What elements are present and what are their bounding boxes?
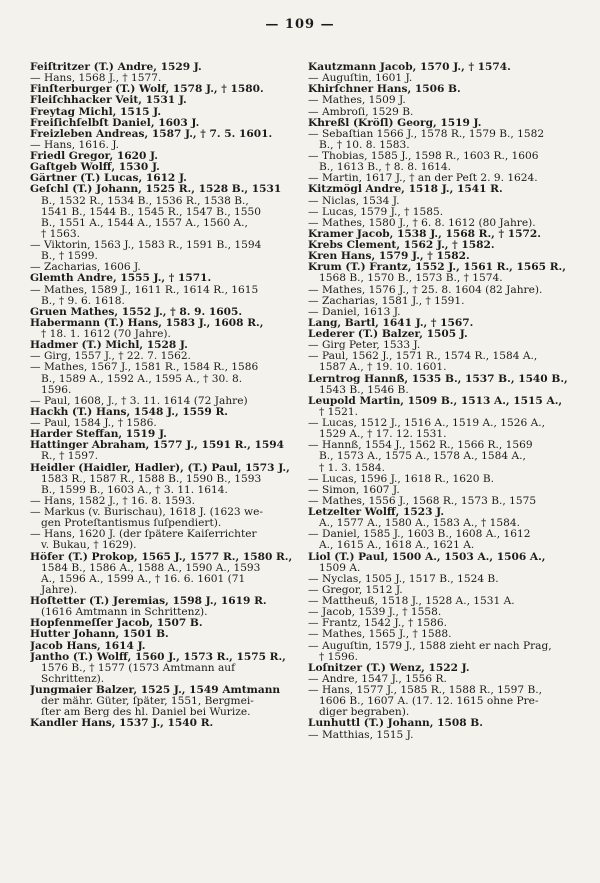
entry-subentry: — Zacharias, 1581 J., † 1591.	[308, 295, 465, 307]
entry-subentry: — Viktorin, 1563 J., 1583 R., 1591 B., 1594	[30, 240, 262, 251]
entry-subentry: — Mathes, 1580 J., † 6. 8. 1612 (80 Jahre).	[308, 217, 536, 229]
entry-subentry: — Mathes, 1589 J., 1611 R., 1614 R., 1615	[30, 284, 259, 296]
entry-subentry: — Ambroſi, 1529 B.	[308, 106, 414, 118]
entry-continuation: † 18. 1. 1612 (70 Jahre).	[41, 329, 171, 340]
entry-continuation: 1529 A., † 17. 12. 1531.	[319, 429, 447, 441]
entry-subentry: — Hans, 1616. J.	[30, 139, 119, 151]
entry-subentry: — Markus (v. Burischau), 1618 J. (1623 we-	[30, 507, 263, 518]
entry-continuation: B., † 1599.	[41, 251, 98, 263]
entry-continuation: 1541 B., 1544 B., 1545 R., 1547 B., 1550	[41, 206, 262, 218]
entry-continuation: B., 1599 B., 1603 A., † 3. 11. 1614.	[41, 484, 228, 496]
entry-heading: Finſterburger (T.) Wolf, 1578 J., † 1580.	[30, 84, 264, 96]
entry-heading: Gärtner (T.) Lucas, 1612 J.	[30, 173, 187, 185]
entry-heading: Liol (T.) Paul, 1500 A., 1503 A., 1506 A.,	[308, 551, 546, 563]
entry-continuation: Schrittenz).	[41, 673, 105, 685]
entry-continuation: gen Proteſtantismus ſuſpendiert).	[41, 518, 222, 530]
entry-subentry: — Mathes, 1576 J., † 25. 8. 1604 (82 Jahre).	[308, 284, 543, 296]
entry-heading: Leupold Martin, 1509 B., 1513 A., 1515 A.,	[308, 395, 563, 407]
entry-subentry: — Frantz, 1542 J., † 1586.	[308, 618, 447, 630]
entry-continuation: B., 1573 A., 1575 A., 1578 A., 1584 A.,	[319, 451, 526, 463]
entry-subentry: — Mathes, 1567 J., 1581 R., 1584 R., 1586	[30, 362, 259, 374]
entry-continuation: (1616 Amtmann in Schrittenz).	[41, 607, 208, 619]
entry-subentry: — Hannß, 1554 J., 1562 R., 1566 R., 1569	[308, 440, 533, 452]
entry-subentry: — Zacharias, 1606 J.	[30, 262, 141, 274]
entry-continuation: R., † 1597.	[41, 451, 99, 463]
entry-heading: Friedl Gregor, 1620 J.	[30, 151, 158, 162]
entry-heading: Habermann (T.) Hans, 1583 J., 1608 R.,	[30, 317, 264, 329]
entry-continuation: A., 1596 A., 1599 A., † 16. 6. 1601 (71	[41, 573, 246, 585]
entry-continuation: † 1. 3. 1584.	[319, 462, 385, 474]
entry-heading: Kren Hans, 1579 J., † 1582.	[308, 251, 470, 263]
entry-subentry: — Matthias, 1515 J.	[308, 729, 414, 741]
entry-heading: Jungmaier Balzer, 1525 J., 1549 Amtmann	[30, 685, 281, 696]
entry-continuation: 1568 B., 1570 B., 1573 B., † 1574.	[319, 273, 503, 285]
entry-subentry: — Gregor, 1512 J.	[308, 584, 403, 596]
entry-continuation: B., 1532 R., 1534 B., 1536 R., 1538 B.,	[41, 195, 249, 207]
entry-subentry: — Paul, 1562 J., 1571 R., 1574 R., 1584 A.,	[308, 351, 538, 363]
entry-subentry: — Auguſtin, 1601 J.	[308, 73, 413, 85]
entry-heading: Heidler (Haidler, Hadler), (T.) Paul, 1573 J.,	[30, 462, 290, 474]
entry-subentry: — Mathes, 1556 J., 1568 R., 1573 B., 1575	[308, 495, 537, 507]
entry-continuation: B., † 10. 8. 1583.	[319, 139, 410, 151]
entry-continuation: B., 1613 B., † 8. 8. 1614.	[319, 162, 452, 174]
entry-heading: Khirſchner Hans, 1506 B.	[308, 84, 461, 96]
entry-subentry: — Paul, 1608, J., † 3. 11. 1614 (72 Jahre)	[30, 395, 248, 407]
entry-subentry: — Hans, 1620 J. (der ſpätere Kaiſerrichter	[30, 529, 257, 541]
entry-heading: Hoſtetter (T.) Jeremias, 1598 J., 1619 R.	[30, 596, 267, 607]
entry-subentry: — Thobias, 1585 J., 1598 R., 1603 R., 1606	[308, 151, 539, 162]
entry-continuation: B., 1551 A., 1544 A., 1557 A., 1560 A.,	[41, 217, 248, 229]
entry-subentry: — Martin, 1617 J., † an der Peſt 2. 9. 1624.	[308, 173, 538, 185]
entry-continuation: 1596.	[41, 384, 72, 396]
entry-subentry: — Andre, 1547 J., 1556 R.	[308, 673, 447, 685]
entry-subentry: — Girg Peter, 1533 J.	[308, 340, 421, 352]
entry-heading: Krum (T.) Frantz, 1552 J., 1561 R., 1565 R.,	[308, 262, 566, 274]
entry-heading: Lang, Bartl, 1641 J., † 1567.	[308, 317, 474, 329]
page-number: — 109 —	[265, 17, 335, 32]
entry-continuation: ſter am Berg des hl. Daniel bei Wurize.	[41, 707, 251, 719]
right-column	[308, 62, 580, 741]
entry-heading: Hopfenmeſſer Jacob, 1507 B.	[30, 618, 203, 630]
entry-subentry: — Mathes, 1509 J.	[308, 95, 406, 107]
entry-heading: Glemth Andre, 1555 J., † 1571.	[30, 273, 212, 285]
entry-subentry: — Mathes, 1565 J., † 1588.	[308, 629, 452, 641]
entry-heading: Hutter Johann, 1501 B.	[30, 629, 169, 641]
entry-subentry: — Girg, 1557 J., † 22. 7. 1562.	[30, 351, 191, 363]
entry-heading: Harder Steffan, 1519 J.	[30, 429, 167, 441]
entry-continuation: † 1563.	[41, 228, 80, 240]
entry-heading: Fleiſchhacker Veit, 1531 J.	[30, 95, 187, 107]
entry-heading: Kitzmögl Andre, 1518 J., 1541 R.	[308, 184, 503, 196]
entry-subentry: — Lucas, 1579 J., † 1585.	[308, 206, 444, 218]
entry-continuation: 1584 B., 1586 A., 1588 A., 1590 A., 1593	[41, 562, 261, 574]
entry-continuation: 1583 R., 1587 R., 1588 B., 1590 B., 1593	[41, 473, 262, 485]
entry-continuation: v. Bukau, † 1629).	[41, 540, 137, 552]
entry-subentry: — Lucas, 1512 J., 1516 A., 1519 A., 1526 A.,	[308, 418, 545, 429]
entry-subentry: — Sebaſtian 1566 J., 1578 R., 1579 B., 1582	[308, 128, 545, 140]
entry-heading: Jacob Hans, 1614 J.	[30, 640, 146, 652]
entry-heading: Höfer (T.) Prokop, 1565 J., 1577 R., 1580 R.,	[30, 551, 293, 563]
entry-subentry: — Daniel, 1613 J.	[308, 306, 401, 318]
entry-heading: Lederer (T.) Balzer, 1505 J.	[308, 329, 468, 340]
entry-heading: Lerntrog Hannß, 1535 B., 1537 B., 1540 B.,	[308, 373, 568, 385]
entry-heading: Gruen Mathes, 1552 J., † 8. 9. 1605.	[30, 306, 243, 318]
entry-heading: Loſnitzer (T.) Wenz, 1522 J.	[308, 662, 470, 674]
entry-subentry: — Auguſtin, 1579 J., 1588 zieht er nach Prag,	[308, 640, 552, 652]
entry-heading: Lunhuttl (T.) Johann, 1508 B.	[308, 718, 483, 730]
entry-subentry: — Daniel, 1585 J., 1603 B., 1608 A., 1612	[308, 529, 531, 541]
entry-continuation: 1606 B., 1607 A. (17. 12. 1615 ohne Pre-	[319, 696, 539, 708]
entry-subentry: — Mattheuß, 1518 J., 1528 A., 1531 A.	[308, 596, 515, 607]
entry-continuation: Jahre).	[41, 584, 78, 596]
entry-subentry: — Hans, 1577 J., 1585 R., 1588 R., 1597 B.,	[308, 685, 543, 696]
entry-continuation: 1543 B., 1546 B.	[319, 384, 409, 396]
entry-heading: Hattinger Abraham, 1577 J., 1591 R., 1594	[30, 440, 284, 452]
entry-subentry: — Hans, 1568 J., † 1577.	[30, 73, 162, 85]
entry-continuation: † 1596.	[319, 651, 358, 663]
entry-heading: Kandler Hans, 1537 J., 1540 R.	[30, 718, 214, 730]
entry-continuation: B., † 9. 6. 1618.	[41, 295, 125, 307]
entry-subentry: — Niclas, 1534 J.	[308, 195, 400, 207]
left-column	[30, 62, 298, 730]
entry-heading: Jantho (T.) Wolff, 1560 J., 1573 R., 1575 R.,	[30, 651, 286, 663]
entry-continuation: diger begraben).	[319, 707, 410, 719]
entry-heading: Freytag Michl, 1515 J.	[30, 106, 162, 118]
entry-heading: Hadmer (T.) Michl, 1528 J.	[30, 340, 188, 352]
entry-heading: Geſchl (T.) Johann, 1525 R., 1528 B., 1531	[30, 184, 282, 196]
entry-continuation: 1587 A., † 19. 10. 1601.	[319, 362, 447, 374]
entry-heading: Freizleben Andreas, 1587 J., † 7. 5. 1601.	[30, 128, 273, 140]
entry-continuation: B., 1589 A., 1592 A., 1595 A., † 30. 8.	[41, 373, 243, 385]
entry-continuation: 1576 B., † 1577 (1573 Amtmann auf	[41, 662, 236, 674]
entry-subentry: — Hans, 1582 J., † 16. 8. 1593.	[30, 495, 196, 507]
entry-continuation: † 1521.	[319, 406, 358, 418]
entry-heading: Krebs Clement, 1562 J., † 1582.	[308, 240, 495, 251]
entry-heading: Kramer Jacob, 1538 J., 1568 R., † 1572.	[308, 228, 541, 240]
entry-subentry: — Paul, 1584 J., † 1586.	[30, 418, 157, 429]
entry-heading: Feiſtritzer (T.) Andre, 1529 J.	[30, 62, 202, 73]
entry-heading: Freiſichſelbſt Daniel, 1603 J.	[30, 117, 200, 129]
entry-subentry: — Nyclas, 1505 J., 1517 B., 1524 B.	[308, 573, 499, 585]
entry-heading: Hackh (T.) Hans, 1548 J., 1559 R.	[30, 406, 228, 418]
entry-heading: Kautzmann Jacob, 1570 J., † 1574.	[308, 62, 511, 73]
entry-continuation: A., 1615 A., 1618 A., 1621 A.	[319, 540, 475, 552]
entry-subentry: — Lucas, 1596 J., 1618 R., 1620 B.	[308, 473, 494, 485]
entry-subentry: — Jacob, 1539 J., † 1558.	[308, 607, 442, 619]
entry-continuation: A., 1577 A., 1580 A., 1583 A., † 1584.	[319, 518, 520, 530]
entry-heading: Khreßl (Kröſl) Georg, 1519 J.	[308, 117, 482, 129]
entry-subentry: — Simon, 1607 J.	[308, 484, 400, 496]
entry-heading: Letzelter Wolff, 1523 J.	[308, 507, 445, 518]
entry-continuation: der mähr. Güter, ſpäter, 1551, Bergmei-	[41, 696, 254, 708]
entry-continuation: 1509 A.	[319, 562, 361, 574]
entry-heading: Gaſtgeb Wolff, 1530 J.	[30, 162, 160, 174]
